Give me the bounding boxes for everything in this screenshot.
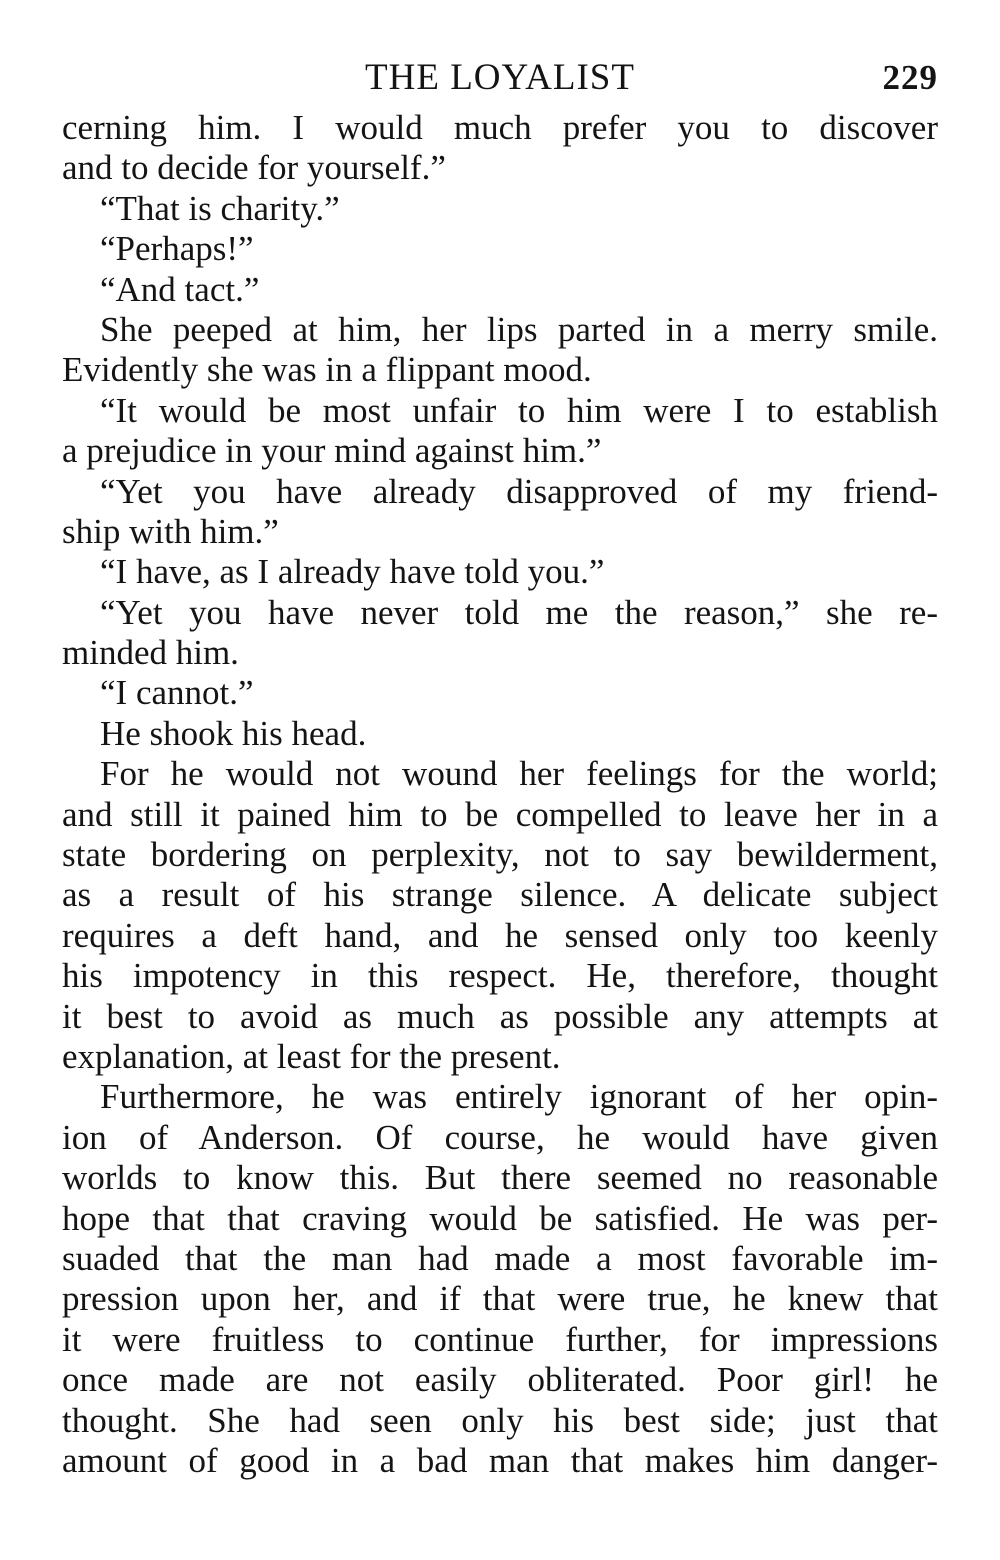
text-line: state bordering on perplexity, not to say bewilderment, [62,835,938,875]
book-page [62,48,938,1481]
text-line: a prejudice in your mind against him.” [62,431,602,471]
text-line: ion of Anderson. Of course, he would have given [62,1117,938,1157]
text-line: it best to avoid as much as possible any attempts at [62,996,938,1036]
text-line: minded him. [62,633,239,673]
text-line: “I cannot.” [100,673,254,713]
running-title: THE LOYALIST [365,57,635,98]
text-line: “I have, as I already have told you.” [100,552,605,592]
text-line: worlds to know this. But there seemed no reasonable [62,1158,938,1198]
text-line: as a result of his strange silence. A delicate subject [62,875,938,915]
page-number: 229 [882,58,938,97]
text-line: “Perhaps!” [100,229,254,269]
text-line: and still it pained him to be compelled to leave her in a [62,794,938,834]
text-line: “And tact.” [100,269,260,309]
text-line: pression upon her, and if that were true, he knew that [62,1279,938,1319]
text-line: “Yet you have already disapproved of my friend- [100,471,938,511]
body-text [62,108,938,1481]
running-header [62,48,938,108]
text-line: She peeped at him, her lips parted in a merry smile. [100,309,938,349]
text-line: it were fruitless to continue further, for impressions [62,1319,938,1359]
text-line: once made are not easily obliterated. Poor girl! he [62,1360,938,1400]
text-line: He shook his head. [100,713,367,753]
text-line: Evidently she was in a flippant mood. [62,350,592,390]
text-line: amount of good in a bad man that makes him danger- [62,1440,938,1480]
text-line: hope that that craving would be satisfied. He was per- [62,1198,938,1238]
text-line: and to decide for yourself.” [62,148,446,188]
text-line: For he would not wound her feelings for the world; [100,754,938,794]
text-line: thought. She had seen only his best side; just that [62,1400,938,1440]
text-line: his impotency in this respect. He, therefore, thought [62,956,938,996]
text-line: requires a deft hand, and he sensed only too keenly [62,915,938,955]
text-line: ship with him.” [62,511,279,551]
text-line: “That is charity.” [100,188,340,228]
text-line: explanation, at least for the present. [62,1036,561,1076]
text-line: cerning him. I would much prefer you to discover [62,108,938,147]
text-line: Furthermore, he was entirely ignorant of her opin- [100,1077,938,1117]
text-line: “Yet you have never told me the reason,” she re- [100,592,938,632]
text-line: “It would be most unfair to him were I to establish [100,390,938,430]
text-line: suaded that the man had made a most favorable im- [62,1238,938,1278]
